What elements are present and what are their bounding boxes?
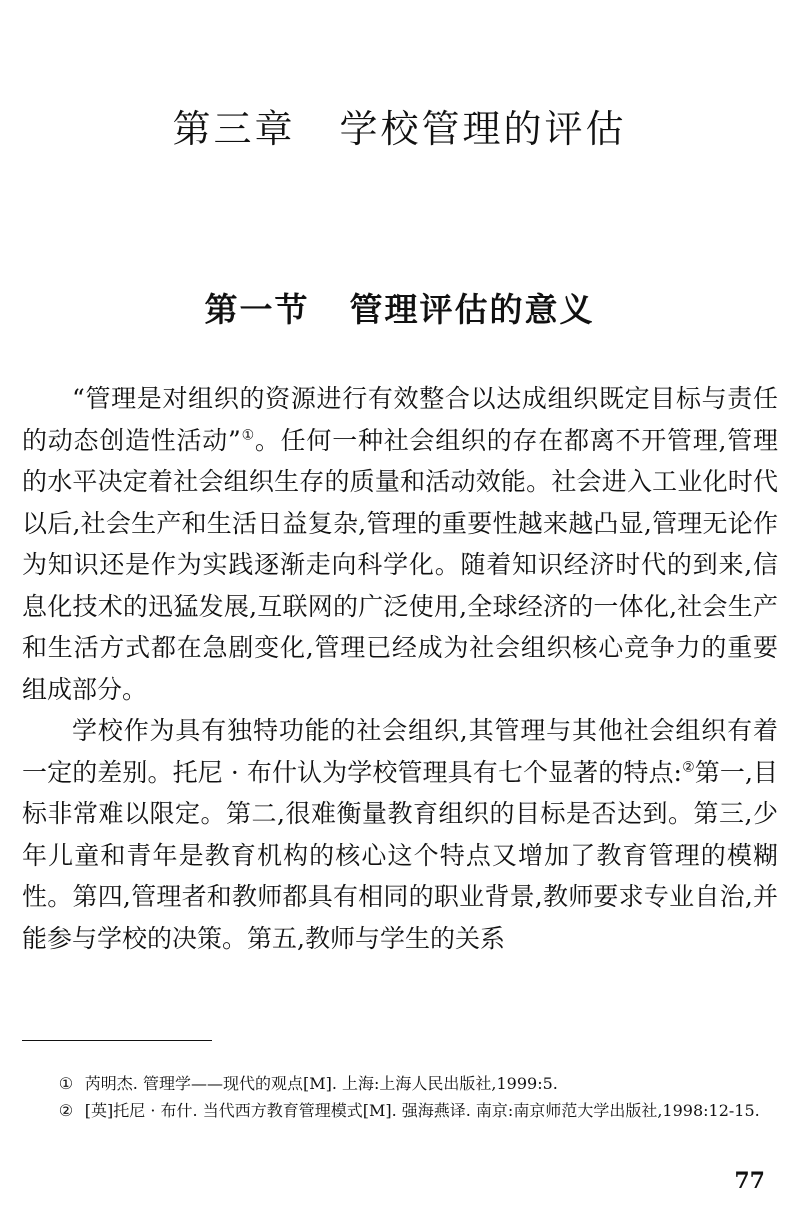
- footnote-ref-2[interactable]: ②: [681, 759, 695, 776]
- footnote-ref-1[interactable]: ①: [240, 427, 255, 444]
- paragraph-2: [22, 710, 778, 959]
- paragraph-1-text-b: 。任何一种社会组织的存在都离不开管理,管理的水平决定着社会组织生存的质量和活动效能。社会进入工业化时代以后,社会生产和生活日益复杂,管理的重要性越来越凸显,管理无论作为知识还是作为实践逐渐走向科学化。随着知识经济时代的到来,信息化技术的迅猛发展,互联网的广泛使用,全球经济的一体化,社会生产和生活方式都在急剧变化,管理已经成为社会组织核心竞争力的重要组成部分。: [22, 425, 778, 704]
- paragraph-2-text-a: 学校作为具有独特功能的社会组织,其管理与其他社会组织有着一定的差别。托尼 · 布什认为学校管理具有七个显著的特点:: [22, 716, 778, 787]
- chapter-name: 学校管理的评估: [339, 107, 627, 151]
- footnote-2-text: [英]托尼 · 布什. 当代西方教育管理模式[M]. 强海燕译. 南京:南京师范大学出版社,1998:12-15.: [84, 1101, 760, 1120]
- footnote-divider: [22, 1040, 212, 1041]
- body-text: [22, 378, 778, 959]
- chapter-number: 第三章: [172, 107, 296, 151]
- section-number: 第一节: [204, 290, 310, 329]
- paragraph-1: [22, 378, 778, 710]
- page-number: 77: [734, 1168, 765, 1194]
- paragraph-2-text-b: 第一,目标非常难以限定。第二,很难衡量教育组织的目标是否达到。第三,少年儿童和青年是教育机构的核心这个特点又增加了教育管理的模糊性。第四,管理者和教师都具有相同的职业背景,教师要求专业自治,并能参与学校的决策。第五,教师与学生的关系: [22, 757, 778, 953]
- section-name: 管理评估的意义: [349, 290, 595, 329]
- footnote-2-number: ②: [58, 1101, 74, 1120]
- footnote-2: [22, 1097, 778, 1124]
- footnote-1-number: ①: [58, 1074, 74, 1093]
- chapter-title: [0, 98, 799, 153]
- footnotes: [22, 1070, 778, 1124]
- paragraph-1-text-a: “管理是对组织的资源进行有效整合以达成组织既定目标与责任的动态创造性活动”: [22, 384, 778, 455]
- footnote-1: [22, 1070, 778, 1097]
- section-title: [0, 284, 799, 331]
- footnote-1-text: 芮明杰. 管理学——现代的观点[M]. 上海:上海人民出版社,1999:5.: [84, 1074, 558, 1093]
